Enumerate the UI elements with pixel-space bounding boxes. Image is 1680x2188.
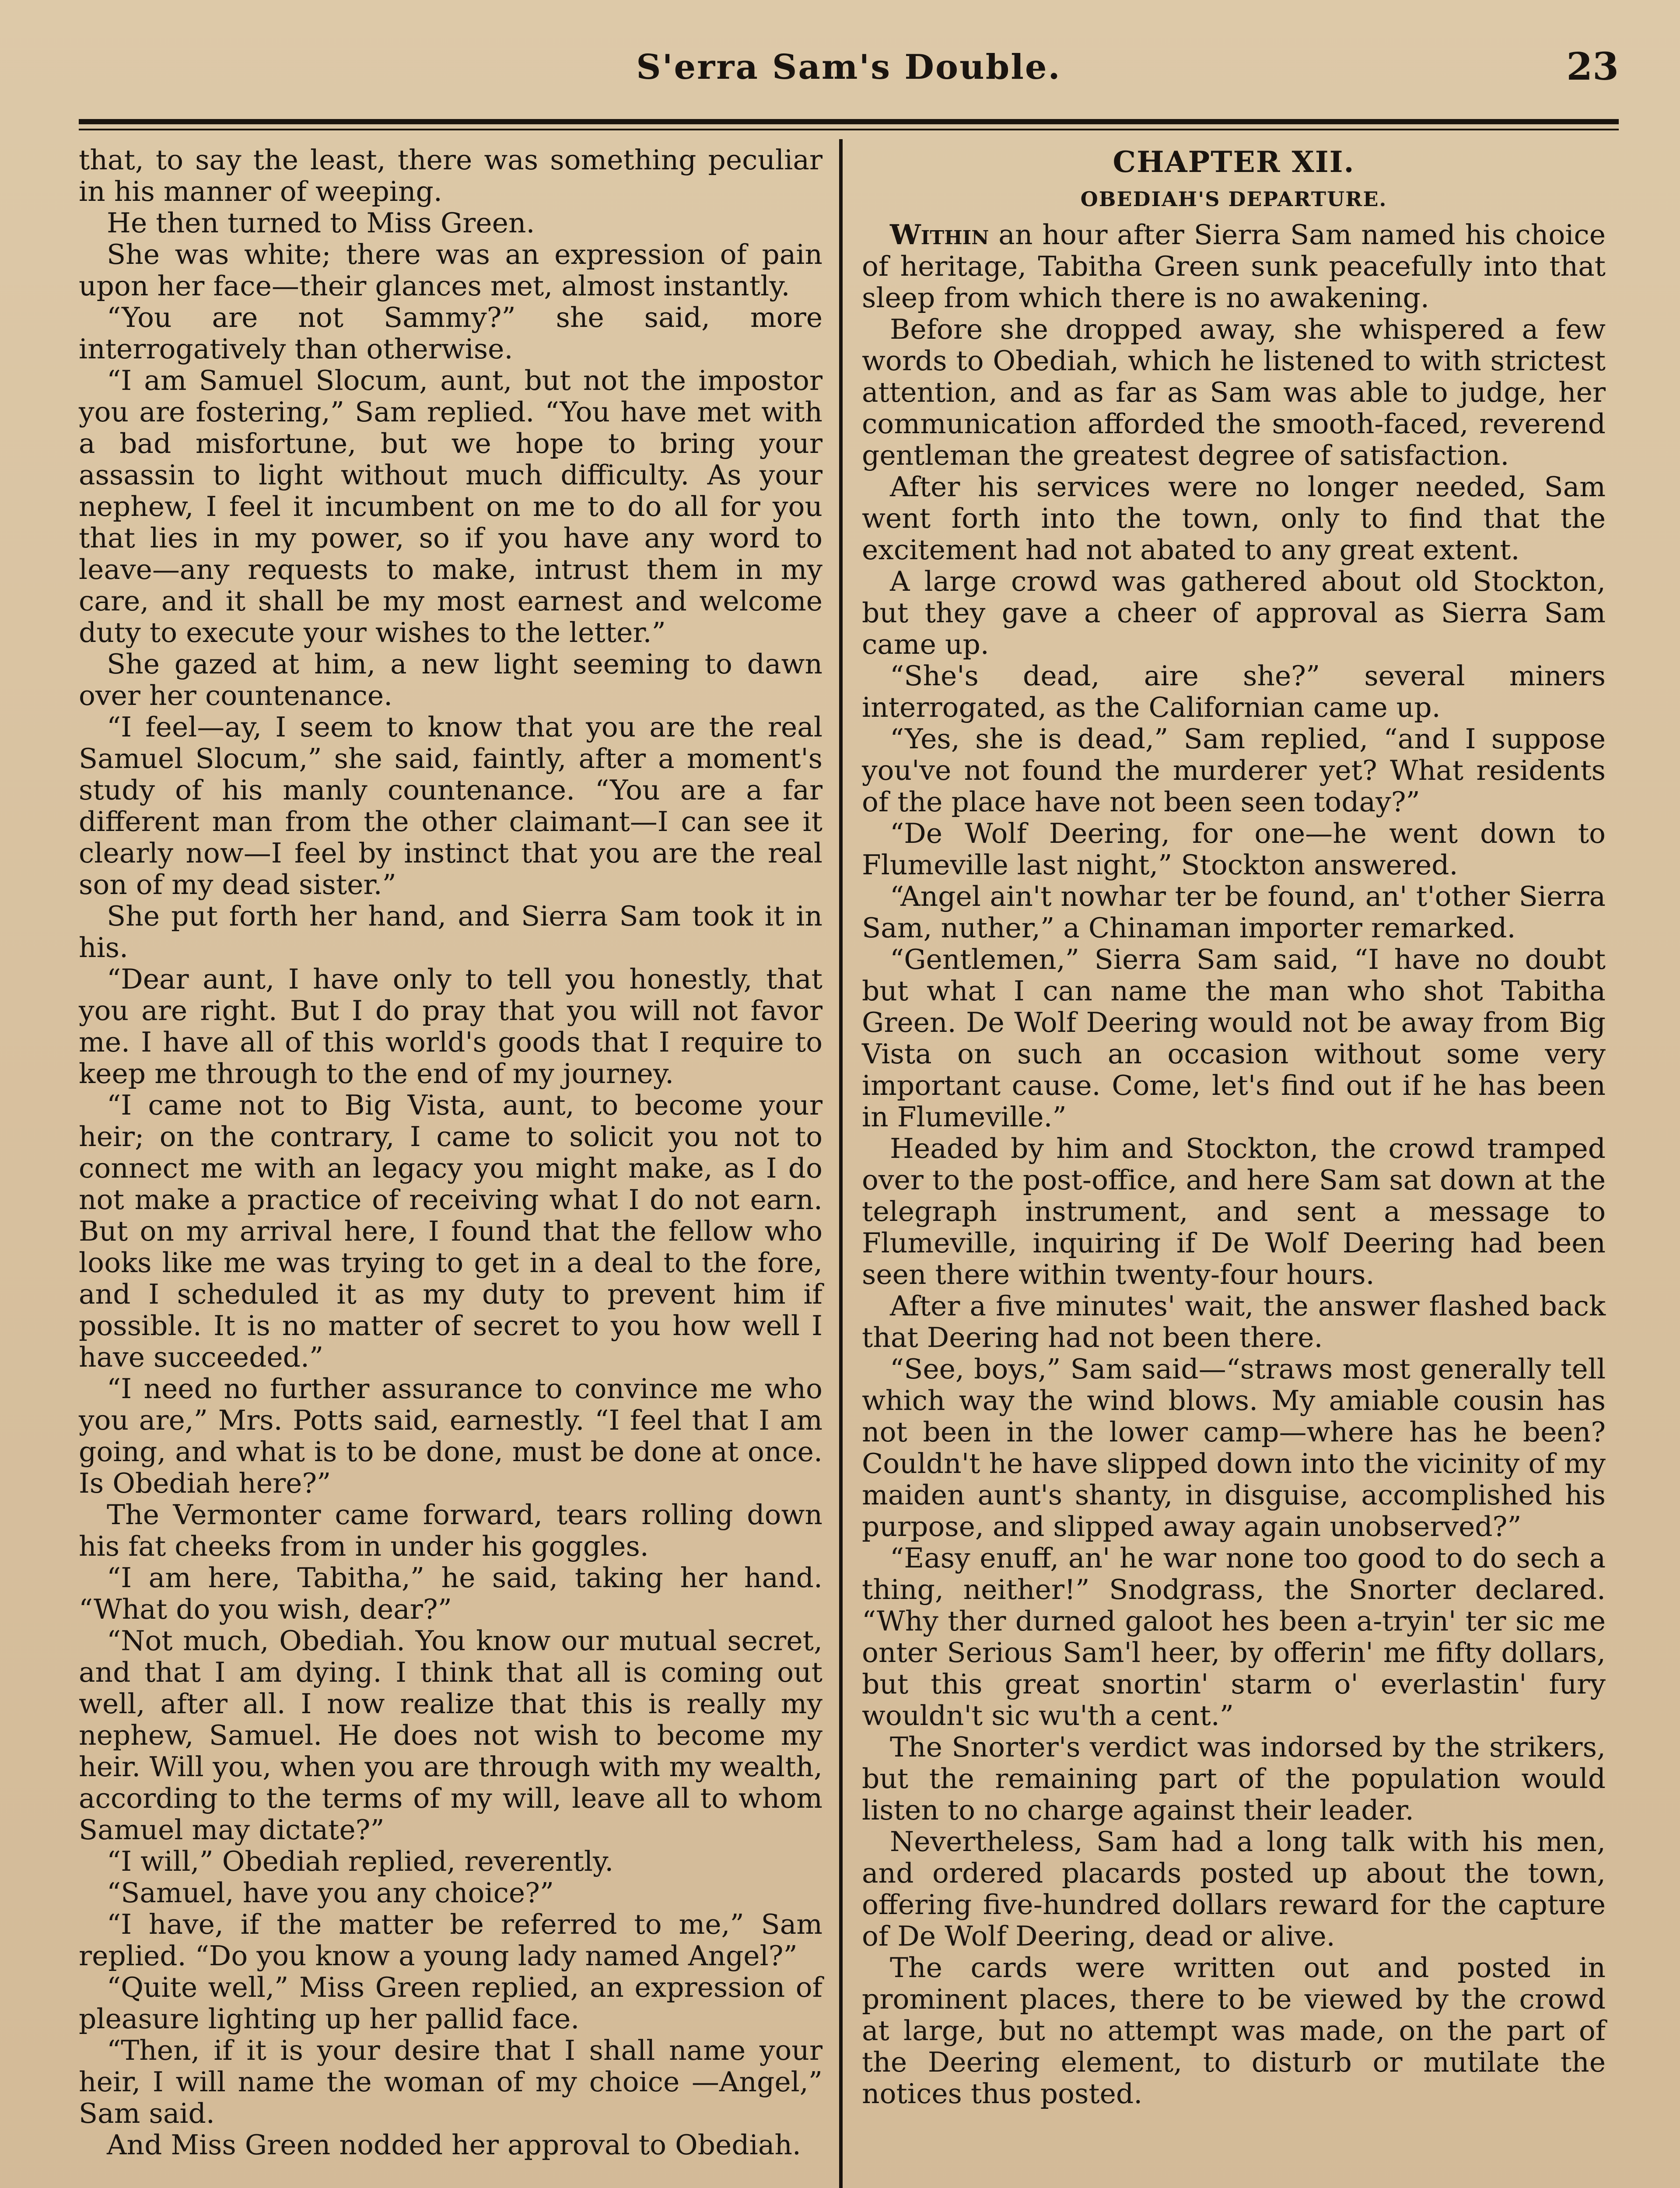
paragraph: The cards were written out and posted in prominent places, there to be viewed by the crowd at large, but no attempt was made, on the part of the Deering element, to disturb or mutilate the notices thus posted. <box>862 1952 1606 2110</box>
paragraph: “Not much, Obediah. You know our mutual secret, and that I am dying. I think that all is coming out well, after all. I now realize that this is really my nephew, Samuel. He does not wish to become my heir. Will you, when you are through with my wealth, according to the terms of my will, leave all to whom Samuel may dictate?” <box>79 1625 822 1846</box>
opening-paragraph <box>862 219 1606 314</box>
header-rule <box>79 119 1619 124</box>
column-divider <box>839 139 843 2188</box>
paragraph: “I have, if the matter be referred to me,” Sam replied. “Do you know a young lady named Angel?” <box>79 1908 822 1972</box>
paragraph: She gazed at him, a new light seeming to dawn over her countenance. <box>79 648 822 712</box>
paragraph: “Samuel, have you any choice?” <box>107 1877 554 1909</box>
paragraph: “Easy enuff, an' he war none too good to do sech a thing, neither!” Snodgrass, the Snorter declared. “Why ther durned galoot hes been a-tryin' ter sic me onter Serious Sam'l heer, by offerin' me fifty dollars, but this great snortin' starm o' everlastin' fury wouldn't sic wu'th a cent.” <box>862 1542 1606 1732</box>
paragraph: Headed by him and Stockton, the crowd tramped over to the post-office, and here Sam sat down at the telegraph instrument, and sent a message to Flumeville, inquiring if De Wolf Deering had been seen there within twenty-four hours. <box>862 1133 1606 1290</box>
paragraph: “Gentlemen,” Sierra Sam said, “I have no doubt but what I can name the man who shot Tabitha Green. De Wolf Deering would not be away from Big Vista on such an occasion without some very important cause. Come, let's find out if he has been in Flumeville.” <box>862 943 1606 1133</box>
paragraph: The Vermonter came forward, tears rolling down his fat cheeks from in under his goggles. <box>79 1499 822 1562</box>
paragraph: After a five minutes' wait, the answer flashed back that Deering had not been there. <box>862 1290 1606 1353</box>
paragraph: “You are not Sammy?” she said, more interrogatively than otherwise. <box>79 302 822 365</box>
paragraph: She put forth her hand, and Sierra Sam took it in his. <box>79 900 822 964</box>
paragraph: Before she dropped away, she whispered a few words to Obediah, which he listened to with strictest attention, and as far as Sam was able to judge, her communication afforded the smooth-faced, reverend gentleman the greatest degree of satisfaction. <box>862 313 1606 471</box>
paragraph: The Snorter's verdict was indorsed by the strikers, but the remaining part of the population would listen to no charge against their leader. <box>862 1731 1606 1826</box>
chapter-title: CHAPTER XII. <box>1113 145 1355 179</box>
paragraph: She was white; there was an expression of pain upon her face—their glances met, almost instantly. <box>79 238 822 302</box>
paragraph: “I feel—ay, I seem to know that you are the real Samuel Slocum,” she said, faintly, after a moment's study of his manly countenance. “You are a far different man from the other claimant—I can see it clearly now—I feel by instinct that you are the real son of my dead sister.” <box>79 711 822 901</box>
paragraph: “I need no further assurance to convince me who you are,” Mrs. Potts said, earnestly. “I feel that I am going, and what is to be done, must be done at once. Is Obediah here?” <box>79 1373 822 1499</box>
paragraph: “Then, if it is your desire that I shall name your heir, I will name the woman of my choice —Angel,” Sam said. <box>79 2034 822 2129</box>
paragraph: “I am Samuel Slocum, aunt, but not the impostor you are fostering,” Sam replied. “You have met with a bad misfortune, but we hope to bring your assassin to light without much difficulty. As your nephew, I feel it incumbent on me to do all for you that lies in my power, so if you have any word to leave—any requests to make, intrust them in my care, and it shall be my most earnest and welcome duty to execute your wishes to the letter.” <box>79 365 822 649</box>
chapter-subtitle: OBEDIAH'S DEPARTURE. <box>1080 187 1387 211</box>
running-title: S'erra Sam's Double. <box>636 47 1061 87</box>
paragraph: “Angel ain't nowhar ter be found, an' t'other Sierra Sam, nuther,” a Chinaman importer remarked. <box>862 880 1606 944</box>
paragraph: “I will,” Obediah replied, reverently. <box>107 1845 614 1877</box>
page-number: 23 <box>1566 45 1619 89</box>
paragraph: that, to say the least, there was something peculiar in his manner of weeping. <box>79 144 822 207</box>
paragraph: And Miss Green nodded her approval to Obediah. <box>107 2129 801 2161</box>
paragraph: “She's dead, aire she?” several miners interrogated, as the Californian came up. <box>862 660 1606 723</box>
left-column <box>79 144 822 2161</box>
paragraph: “Quite well,” Miss Green replied, an expression of pleasure lighting up her pallid face. <box>79 1971 822 2035</box>
paragraph: After his services were no longer needed, Sam went forth into the town, only to find that the excitement had not abated to any great extent. <box>862 471 1606 566</box>
header-rule-thin <box>79 129 1619 130</box>
paragraph: “I came not to Big Vista, aunt, to become your heir; on the contrary, I came to solicit you not to connect me with an legacy you might make, as I do not make a practice of receiving what I do not earn. But on my arrival here, I found that the fellow who looks like me was trying to get in a deal to the fore, and I scheduled it as my duty to prevent him if possible. It is no matter of secret to you how well I have succeeded.” <box>79 1089 822 1373</box>
paragraph: A large crowd was gathered about old Stockton, but they gave a cheer of approval as Sierra Sam came up. <box>862 565 1606 660</box>
paragraph: “De Wolf Deering, for one—he went down to Flumeville last night,” Stockton answered. <box>862 817 1606 881</box>
right-column <box>862 144 1606 2110</box>
opening-word: Within <box>890 218 989 251</box>
paragraph: “Yes, she is dead,” Sam replied, “and I suppose you've not found the murderer yet? What residents of the place have not been seen today?” <box>862 723 1606 818</box>
paragraph: Nevertheless, Sam had a long talk with his men, and ordered placards posted up about the town, offering five-hundred dollars reward for the capture of De Wolf Deering, dead or alive. <box>862 1826 1606 1952</box>
paragraph: “Dear aunt, I have only to tell you honestly, that you are right. But I do pray that you will not favor me. I have all of this world's goods that I require to keep me through to the end of my journey. <box>79 963 822 1090</box>
page-header <box>79 35 1619 101</box>
paragraph: He then turned to Miss Green. <box>107 207 535 239</box>
paragraph: “I am here, Tabitha,” he said, taking her hand. “What do you wish, dear?” <box>79 1562 822 1625</box>
opening-text: an hour after Sierra Sam named his choice of heritage, Tabitha Green sunk peacefully into that sleep from which there is no awakening. <box>862 219 1606 314</box>
paragraph: “See, boys,” Sam said—“straws most generally tell which way the wind blows. My amiable cousin has not been in the lower camp—where has he been? Couldn't he have slipped down into the vicinity of my maiden aunt's shanty, in disguise, accomplished his purpose, and slipped away again unobserved?” <box>862 1353 1606 1543</box>
